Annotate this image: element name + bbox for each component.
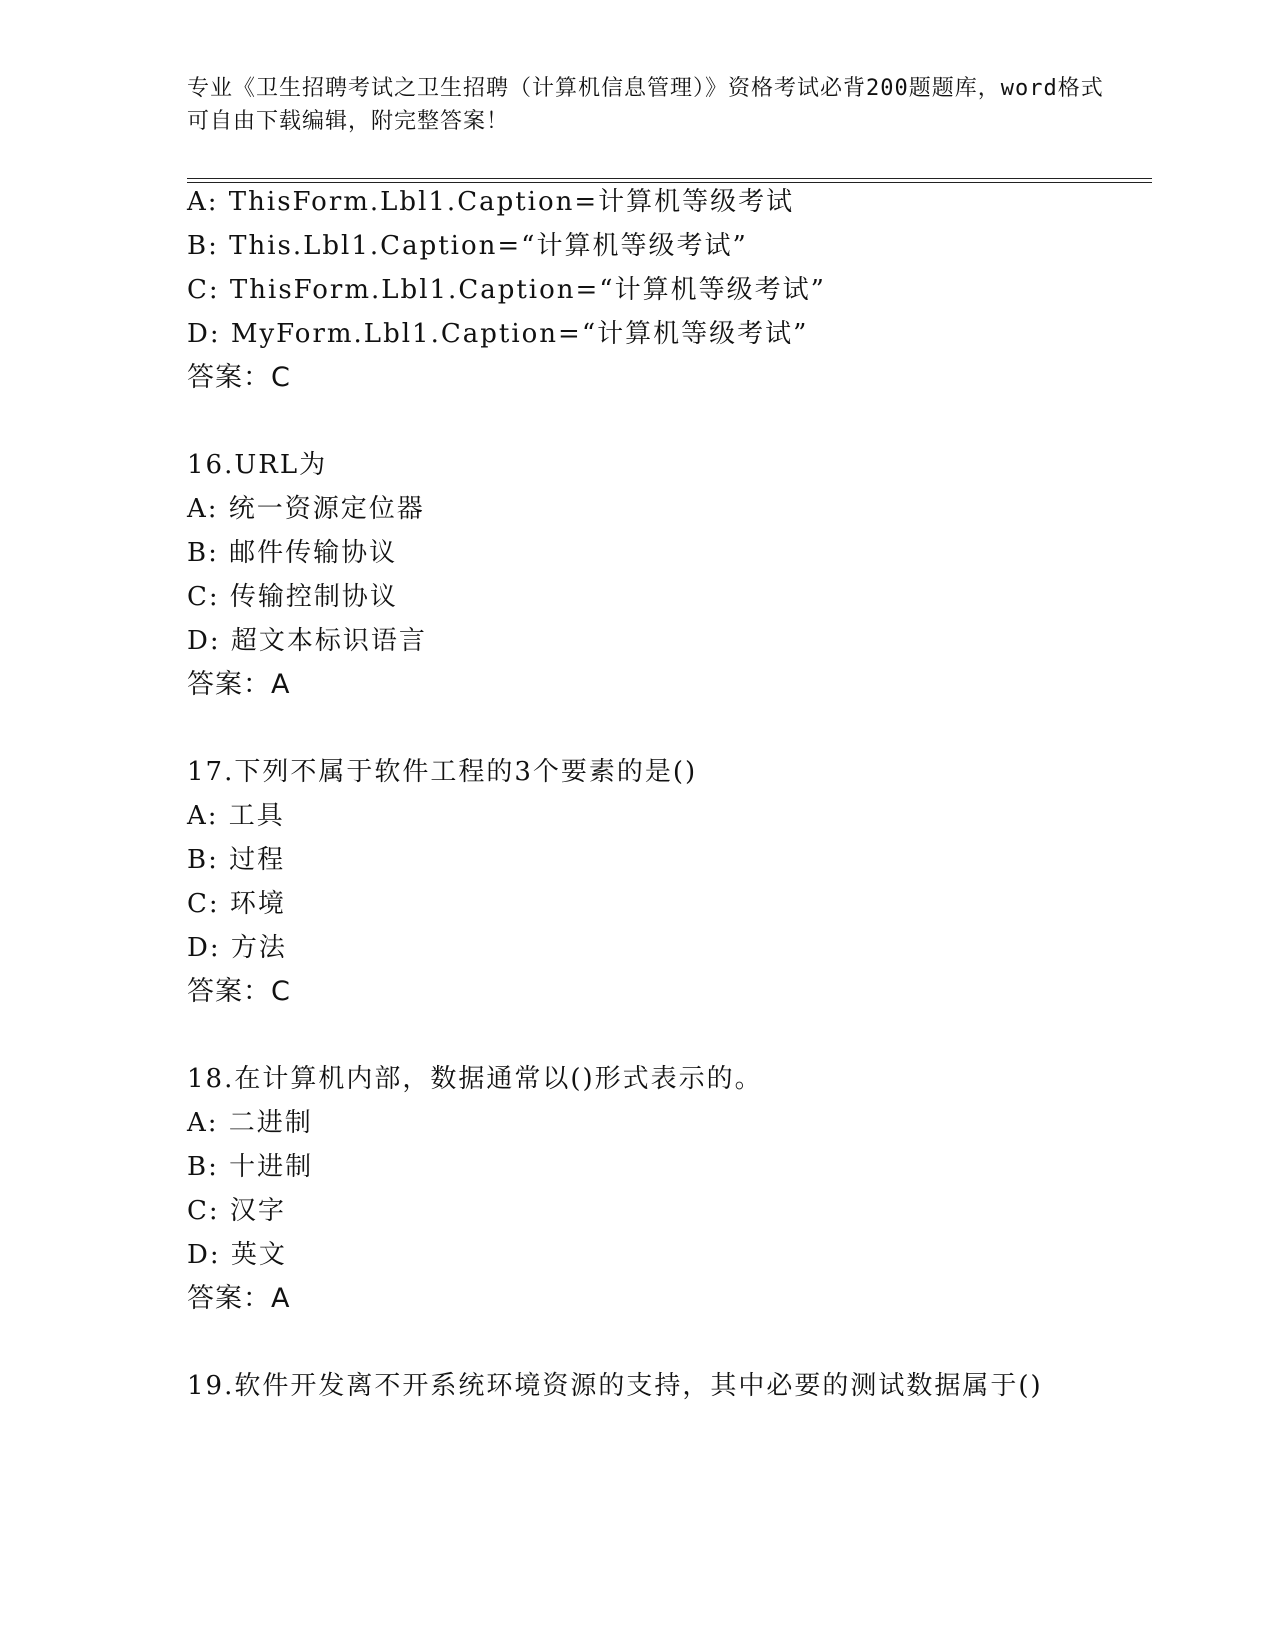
document-header: 专业《卫生招聘考试之卫生招聘（计算机信息管理）》资格考试必背200题题库，word格式可自由下载编辑，附完整答案！ (187, 76, 1104, 134)
q16-answer: 答案：A (187, 669, 291, 700)
q15-option-a: A: ThisForm.Lbl1.Caption=计算机等级考试 (187, 187, 795, 217)
q18-option-b: B: 十进制 (187, 1152, 314, 1182)
q16-option-a: A: 统一资源定位器 (187, 494, 425, 524)
q18-option-d: D: 英文 (187, 1240, 287, 1270)
q16-option-c: C: 传输控制协议 (187, 582, 398, 612)
q17-answer: 答案：C (187, 976, 291, 1007)
q16-option-d: D: 超文本标识语言 (187, 626, 427, 656)
q18-option-c: C: 汉字 (187, 1196, 286, 1226)
q15-answer: 答案：C (187, 362, 291, 393)
q15-option-c: C: ThisForm.Lbl1.Caption=“计算机等级考试” (187, 275, 826, 305)
q18-option-a: A: 二进制 (187, 1108, 313, 1138)
q18-answer: 答案：A (187, 1283, 291, 1314)
q17-option-a: A: 工具 (187, 801, 285, 831)
q17-question: 17.下列不属于软件工程的3个要素的是() (187, 757, 698, 787)
header-divider (187, 178, 1152, 183)
q15-option-d: D: MyForm.Lbl1.Caption=“计算机等级考试” (187, 319, 809, 349)
q16-option-b: B: 邮件传输协议 (187, 538, 398, 568)
q18-question: 18.在计算机内部，数据通常以()形式表示的。 (187, 1064, 763, 1094)
q17-option-c: C: 环境 (187, 889, 286, 919)
q17-option-b: B: 过程 (187, 845, 286, 875)
q15-option-b: B: This.Lbl1.Caption=“计算机等级考试” (187, 231, 748, 261)
q16-question: 16.URL为 (187, 450, 328, 480)
q19-question: 19.软件开发离不开系统环境资源的支持，其中必要的测试数据属于() (187, 1371, 1043, 1401)
q17-option-d: D: 方法 (187, 933, 287, 963)
